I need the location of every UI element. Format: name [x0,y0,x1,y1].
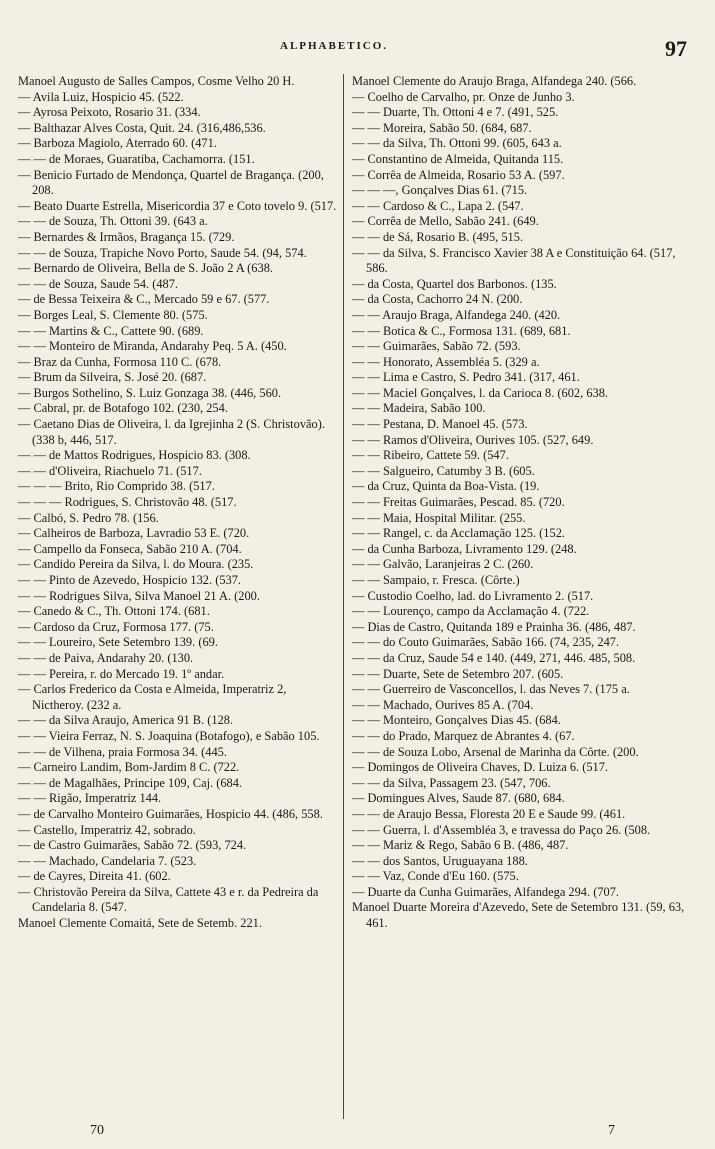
directory-entry: — — Guerreiro de Vasconcellos, l. das Neves 7. (175 a. [352,682,630,697]
directory-entry: — — Salgueiro, Catumby 3 B. (605. [352,463,535,478]
footer-signature-right: 7 [608,1123,615,1138]
directory-entry: — — Araujo Braga, Alfandega 240. (420. [352,307,561,322]
directory-entry: — Custodio Coelho, lad. do Livramento 2. (517. [352,588,594,603]
right-column [352,74,696,932]
directory-entry: — Corrêa de Mello, Sabão 241. (649. [352,214,539,229]
directory-entry: — de Carvalho Monteiro Guimarães, Hospicio 44. (486, 558. [18,806,323,821]
directory-entry: — Canedo & C., Th. Ottoni 174. (681. [18,604,210,619]
directory-entry: — Corrêa de Almeida, Rosario 53 A. (597. [352,167,565,182]
directory-entry: — Cabral, pr. de Botafogo 102. (230, 254. [18,401,228,416]
directory-entry: — da Costa, Cachorro 24 N. (200. [352,292,523,307]
directory-entry: — — de Paiva, Andarahy 20. (130. [18,650,194,665]
directory-entry: — — Botica & C., Formosa 131. (689, 681. [352,323,571,338]
directory-entry: — — Machado, Candelaria 7. (523. [18,853,197,868]
directory-entry: — Braz da Cunha, Formosa 110 C. (678. [18,354,222,369]
directory-entry: — — de Souza, Th. Ottoni 39. (643 a. [18,214,208,229]
directory-entry: — Dias de Castro, Quitanda 189 e Prainha 36. (486, 487. [352,619,636,634]
directory-entry: — — de Sá, Rosario B. (495, 515. [352,229,524,244]
directory-entry: Manoel Duarte Moreira d'Azevedo, Sete de Setembro 131. (59, 63, 461. [352,900,685,931]
directory-entry: — Balthazar Alves Costa, Quit. 24. (316,486,536. [18,120,266,135]
directory-entry: — — Pestana, D. Manoel 45. (573. [352,417,528,432]
directory-entry: — Cardoso da Cruz, Formosa 177. (75. [18,619,214,634]
directory-entry: — — Monteiro, Gonçalves Dias 45. (684. [352,713,561,728]
directory-entry: — — Freitas Guimarães, Pescad. 85. (720. [352,495,565,510]
directory-entry: — — Martins & C., Cattete 90. (689. [18,323,204,338]
left-column [18,74,340,932]
directory-entry: Manoel Augusto de Salles Campos, Cosme Velho 20 H. [18,74,295,88]
directory-entry: — — de Mattos Rodrigues, Hospicio 83. (308. [18,448,251,463]
directory-entry: — — Rangel, c. da Acclamação 125. (152. [352,526,565,541]
directory-entry: — — Maciel Gonçalves, l. da Carioca 8. (602, 638. [352,385,609,400]
directory-entry: — de Bessa Teixeira & C., Mercado 59 e 67. (577. [18,292,270,307]
directory-entry: — — Lourenço, campo da Acclamação 4. (722. [352,604,590,619]
directory-entry: — — da Silva, S. Francisco Xavier 38 A e Constituição 64. (517, 586. [352,245,676,276]
directory-entry: — Beato Duarte Estrella, Misericordia 37 e Coto tovelo 9. (517. [18,198,337,213]
directory-entry: — Bernardes & Irmãos, Bragança 15. (729. [18,229,235,244]
directory-entry: — — Madeira, Sabão 100. [352,401,486,416]
directory-entry: — — Machado, Ourives 85 A. (704. [352,697,534,712]
directory-entry: — Domingues Alves, Saude 87. (680, 684. [352,791,565,806]
directory-entry: — — Guimarães, Sabão 72. (593. [352,339,521,354]
directory-entry: — — da Silva, Th. Ottoni 99. (605, 643 a. [352,136,562,151]
directory-entry: — — Rigão, Imperatriz 144. [18,791,162,806]
directory-entry: — — d'Oliveira, Riachuelo 71. (517. [18,463,202,478]
directory-entry: — — do Couto Guimarães, Sabão 166. (74, 235, 247. [352,635,620,650]
page-title: ALPHABETICO. [280,40,389,52]
page-number: 97 [665,36,687,61]
directory-entry: — — de Magalhães, Principe 109, Caj. (684. [18,775,243,790]
directory-entry: — — Rodrigues Silva, Silva Manoel 21 A. (200. [18,588,260,603]
directory-entry: — — de Souza, Saude 54. (487. [18,276,179,291]
column-divider [343,74,344,1119]
directory-entry: — Benicio Furtado de Mendonça, Quartel de Bragança. (200, 208. [18,167,324,198]
directory-entry: — Bernardo de Oliveira, Bella de S. João 2 A (638. [18,261,273,276]
directory-entry: Manoel Clemente do Araujo Braga, Alfandega 240. (566. [352,74,637,88]
directory-entry: — — Ramos d'Oliveira, Ourives 105. (527, 649. [352,432,594,447]
directory-entry: — — Maia, Hospital Militar. (255. [352,510,526,525]
directory-entry: — — —, Gonçalves Dias 61. (715. [352,183,528,198]
directory-entry: — — de Vilhena, praia Formosa 34. (445. [18,744,227,759]
directory-entry: Manoel Clemente Comaitá, Sete de Setemb. 221. [18,916,262,931]
directory-entry: — — Moreira, Sabão 50. (684, 687. [352,120,532,135]
directory-entry: — — de Souza Lobo, Arsenal de Marinha da Côrte. (200. [352,744,639,759]
directory-entry: — Calbó, S. Pedro 78. (156. [18,510,159,525]
directory-entry: — Burgos Sothelino, S. Luiz Gonzaga 38. (446, 560. [18,385,282,400]
directory-entry: — Coelho de Carvalho, pr. Onze de Junho 3. [352,89,575,104]
directory-entry: — Carneiro Landim, Bom-Jardim 8 C. (722. [18,760,240,775]
directory-entry: — Avila Luiz, Hospicio 45. (522. [18,89,184,104]
directory-entry: — de Cayres, Direita 41. (602. [18,869,171,884]
directory-entry: — — — Rodrigues, S. Christovão 48. (517. [18,495,237,510]
directory-entry: — — da Silva, Passagem 23. (547, 706. [352,775,551,790]
directory-entry: — Calheiros de Barboza, Lavradio 53 E. (720. [18,526,250,541]
directory-entry: — Barboza Magiolo, Aterrado 60. (471. [18,136,217,151]
directory-entry: — — dos Santos, Uruguayana 188. [352,853,528,868]
directory-entry: — — Pereira, r. do Mercado 19. 1º andar. [18,666,225,681]
directory-entry: — — Lima e Castro, S. Pedro 341. (317, 461. [352,370,580,385]
directory-entry: — — de Souza, Trapiche Novo Porto, Saude 54. (94, 574. [18,245,307,260]
footer-signature-left: 70 [90,1123,104,1138]
directory-entry: — da Cruz, Quinta da Boa-Vista. (19. [352,479,540,494]
directory-entry: — — do Prado, Marquez de Abrantes 4. (67. [352,728,575,743]
directory-entry: — — Mariz & Rego, Sabão 6 B. (486, 487. [352,838,569,853]
directory-entry: — de Castro Guimarães, Sabão 72. (593, 724. [18,838,247,853]
directory-entry: — Carlos Frederico da Costa e Almeida, Imperatriz 2, Nictheroy. (232 a. [18,682,287,712]
directory-entry: — — Monteiro de Miranda, Andarahy Peq. 5 A. (450. [18,339,287,354]
directory-entry: — — Vaz, Conde d'Eu 160. (575. [352,869,519,884]
directory-entry: — — Duarte, Th. Ottoni 4 e 7. (491, 525. [352,105,559,120]
directory-entry: — — Cardoso & C., Lapa 2. (547. [352,198,524,213]
running-head [0,36,715,66]
directory-entry: — Castello, Imperatriz 42, sobrado. [18,822,196,837]
directory-entry: — Constantino de Almeida, Quitanda 115. [352,151,564,166]
directory-entry: — — Honorato, Assembléa 5. (329 a. [352,354,540,369]
directory-entry: — Christovão Pereira da Silva, Cattete 43 e r. da Pedreira da Candelaria 8. (547. [18,884,319,915]
directory-entry: — da Costa, Quartel dos Barbonos. (135. [352,276,557,291]
directory-entry: — — Guerra, l. d'Assembléa 3, e travessa do Paço 26. (508. [352,822,651,837]
directory-entry: — — de Moraes, Guaratiba, Cachamorra. (151. [18,151,255,166]
directory-entry: — — da Silva Araujo, America 91 B. (128. [18,713,234,728]
directory-entry: — Ayrosa Peixoto, Rosario 31. (334. [18,105,201,120]
directory-entry: — — Pinto de Azevedo, Hospicio 132. (537. [18,573,242,587]
directory-entry: — da Cunha Barboza, Livramento 129. (248. [352,541,577,556]
directory-entry: — — Sampaio, r. Fresca. (Côrte.) [352,573,520,587]
directory-entry: — — Duarte, Sete de Setembro 207. (605. [352,666,564,681]
directory-entry: — — Loureiro, Sete Setembro 139. (69. [18,635,218,650]
directory-entry: — Caetano Dias de Oliveira, l. da Igrejinha 2 (S. Christovão). (338 b, 446, 517. [18,417,325,447]
directory-entry: — — de Araujo Bessa, Floresta 20 E e Saude 99. (461. [352,806,626,821]
directory-entry: — — Galvão, Laranjeiras 2 C. (260. [352,557,534,572]
directory-entry: — — Ribeiro, Cattete 59. (547. [352,448,509,463]
directory-entry: — Candido Pereira da Silva, l. do Moura. (235. [18,557,254,572]
directory-entry: — Domingos de Oliveira Chaves, D. Luiza 6. (517. [352,760,609,775]
directory-entry: — Campello da Fonseca, Sabão 210 A. (704. [18,541,242,556]
directory-entry: — — — Brito, Rio Comprido 38. (517. [18,479,215,494]
directory-entry: — Brum da Silveira, S. José 20. (687. [18,370,207,385]
directory-entry: — — Vieira Ferraz, N. S. Joaquina (Botafogo), e Sabão 105. [18,728,320,743]
directory-entry: — — da Cruz, Saude 54 e 140. (449, 271, 446. 485, 508. [352,650,636,665]
directory-entry: — Borges Leal, S. Clemente 80. (575. [18,307,208,322]
directory-entry: — Duarte da Cunha Guimarães, Alfandega 294. (707. [352,884,620,899]
